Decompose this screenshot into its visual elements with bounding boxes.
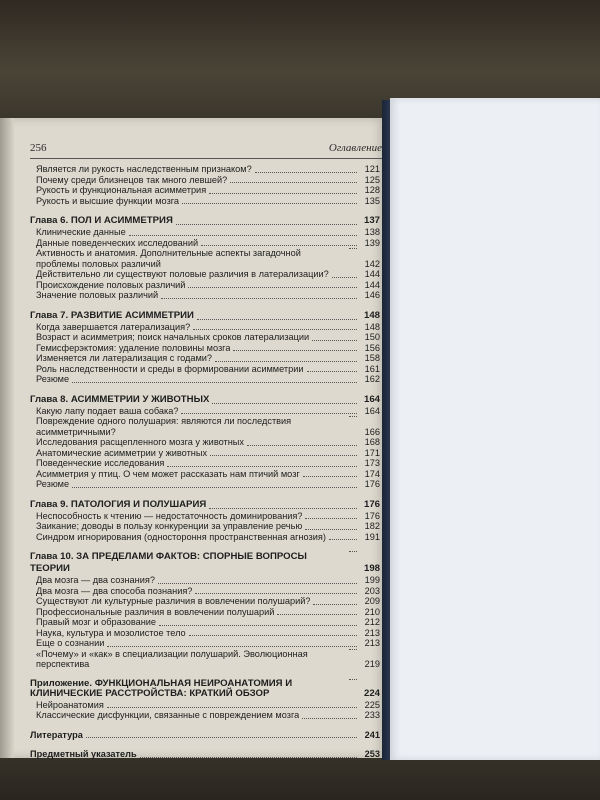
toc-page-number: 191 — [364, 531, 380, 542]
toc-entry — [30, 353, 380, 364]
toc-entry-title: Рукость и функциональная асимметрия — [36, 185, 207, 195]
toc-entry-title: Действительно ли существуют половые различия в латерализации? — [36, 269, 329, 279]
page-header — [30, 142, 382, 158]
toc-entry-title: Глава 8. АСИММЕТРИИ У ЖИВОТНЫХ — [30, 393, 210, 405]
toc-entry-title: Поведенческие исследования — [36, 458, 165, 468]
toc-page-number: 142 — [364, 258, 380, 269]
toc-page-number: 199 — [364, 575, 380, 585]
toc-entry-title: Повреждение одного полушария: являются ли последствия асимметричными? — [36, 416, 292, 437]
toc-entry-title: Резюме — [36, 479, 70, 489]
toc-page-number: 212 — [364, 617, 380, 627]
dot-leader — [305, 518, 357, 519]
toc-entry — [30, 437, 380, 448]
dot-leader — [233, 350, 357, 351]
toc-entry — [30, 575, 380, 586]
toc-chapter — [30, 394, 380, 406]
toc-page-number: 139 — [364, 237, 380, 248]
toc-entry-top — [30, 730, 380, 741]
toc-entry-title: Асимметрия у птиц. О чем может рассказать нам птичий мозг — [36, 468, 300, 479]
dot-leader — [72, 487, 357, 488]
toc-entry — [30, 238, 380, 249]
toc-entry-title: Глава 6. ПОЛ И АСИММЕТРИЯ — [30, 215, 173, 226]
toc-entry-title: Когда завершается латерализация? — [36, 321, 191, 332]
toc-entry-title: Приложение. ФУНКЦИОНАЛЬНАЯ НЕЙРОАНАТОМИЯ И КЛИНИЧЕСКИЕ РАССТРОЙСТВА: КРАТКИЙ ОБЗОР — [30, 678, 293, 699]
toc-appendix — [30, 679, 380, 700]
toc-entry — [30, 638, 380, 649]
toc-entry-title: Значение половых различий — [36, 290, 159, 300]
toc-entry — [30, 280, 380, 291]
toc-entry-title: Роль наследственности и среды в формировании асимметрии — [36, 363, 304, 374]
toc-entry-title: Анатомические асимметрии у животных — [36, 447, 208, 458]
toc-page-number: 174 — [364, 468, 380, 479]
toc-entry-title: Два мозга — два способа познания? — [36, 585, 193, 596]
dot-leader — [167, 466, 357, 467]
toc-page-number: 125 — [364, 174, 380, 185]
toc-entry-top — [30, 749, 380, 760]
toc-entry-title: Резюме — [36, 374, 70, 384]
toc-entry-title: Неспособность к чтению — недостаточность доминирования? — [36, 510, 303, 521]
toc-entry-title: Нейроанатомия — [36, 699, 104, 710]
toc-page-number: 148 — [364, 321, 380, 332]
toc-entry-title: «Почему» и «как» в специализации полушарий. Эволюционная перспектива — [36, 648, 308, 669]
dot-leader — [182, 203, 357, 204]
toc-entry-title: Еще о сознании — [36, 638, 105, 648]
toc-page-number: 241 — [364, 729, 380, 740]
toc-page-number: 162 — [364, 374, 380, 384]
dot-leader — [312, 340, 357, 341]
toc-page-number: 156 — [364, 342, 380, 353]
dot-leader — [129, 235, 357, 236]
toc-entry — [30, 416, 380, 437]
toc-page-number: 138 — [364, 227, 380, 237]
header-rule — [30, 158, 382, 159]
toc-entry — [30, 469, 380, 480]
toc-page-number: 150 — [364, 332, 380, 342]
table-of-contents — [30, 164, 380, 760]
dot-leader — [161, 298, 357, 299]
toc-entry-title: Какую лапу подает ваша собака? — [36, 405, 179, 416]
toc-entry — [30, 227, 380, 238]
toc-entry-title: Клинические данные — [36, 227, 126, 237]
toc-page-number: 213 — [364, 627, 380, 638]
toc-entry — [30, 322, 380, 333]
toc-page-number: 135 — [364, 195, 380, 206]
toc-page-number: 176 — [363, 498, 380, 510]
toc-page-number: 253 — [364, 749, 380, 759]
dot-leader — [189, 635, 357, 636]
dot-leader — [107, 646, 357, 647]
toc-entry — [30, 185, 380, 196]
toc-page-number: 219 — [364, 659, 380, 669]
toc-entry — [30, 649, 380, 670]
dot-leader — [303, 476, 357, 477]
toc-entry — [30, 448, 380, 459]
toc-entry — [30, 290, 380, 301]
dot-leader — [188, 287, 357, 288]
toc-chapter — [30, 310, 380, 322]
dot-leader — [313, 604, 357, 605]
toc-entry — [30, 269, 380, 280]
toc-entry-title: Является ли рукость наследственным признаком? — [36, 164, 252, 174]
toc-entry — [30, 364, 380, 375]
dot-leader — [302, 718, 357, 719]
dot-leader — [305, 529, 357, 530]
dot-leader — [86, 737, 357, 738]
dot-leader — [247, 445, 357, 446]
toc-entry-title: Изменяется ли латерализация с годами? — [36, 353, 213, 363]
dot-leader — [209, 193, 357, 194]
dot-leader — [158, 583, 357, 584]
toc-entry — [30, 332, 380, 343]
dot-leader — [307, 371, 358, 372]
toc-entry — [30, 596, 380, 607]
dot-leader — [201, 245, 357, 246]
dot-leader — [209, 508, 357, 509]
toc-entry-title: Существуют ли культурные различия в вовлечении полушарий? — [36, 596, 311, 606]
toc-page-number: 144 — [364, 279, 380, 290]
toc-page-number: 171 — [364, 447, 380, 458]
toc-entry-title: Рукость и высшие функции мозга — [36, 195, 180, 206]
toc-page-number: 233 — [364, 710, 380, 720]
toc-entry-title: Предметный указатель — [30, 749, 137, 759]
dot-leader — [212, 403, 357, 404]
toc-entry — [30, 607, 380, 618]
toc-entry-title: Глава 10. ЗА ПРЕДЕЛАМИ ФАКТОВ: СПОРНЫЕ ВОПРОСЫ ТЕОРИИ — [30, 551, 307, 574]
page-title: Оглавление — [328, 142, 382, 154]
dot-leader — [140, 757, 357, 758]
toc-page-number: 164 — [363, 393, 380, 405]
toc-entry — [30, 586, 380, 597]
toc-page-number: 224 — [363, 688, 380, 699]
dot-leader — [159, 625, 357, 626]
dot-leader — [197, 319, 357, 320]
toc-page-number: 166 — [364, 426, 380, 437]
toc-entry — [30, 479, 380, 490]
toc-entry — [30, 521, 380, 532]
dot-leader — [329, 539, 357, 540]
toc-entry-title: Правый мозг и образование — [36, 617, 157, 627]
toc-entry — [30, 343, 380, 354]
toc-entry-title: Глава 9. ПАТОЛОГИЯ И ПОЛУШАРИЯ — [30, 498, 207, 510]
toc-chapter — [30, 551, 380, 575]
dot-leader — [195, 593, 357, 594]
toc-entry-title: Исследования расщепленного мозга у животных — [36, 437, 244, 447]
toc-entry — [30, 458, 380, 469]
toc-entry — [30, 700, 380, 711]
toc-entry-title: Наука, культура и мозолистое тело — [36, 627, 186, 638]
toc-entry — [30, 532, 380, 543]
toc-entry-title: Почему среди близнецов так много левшей? — [36, 174, 228, 185]
toc-entry — [30, 374, 380, 385]
dot-leader — [349, 248, 357, 249]
toc-page-number: 128 — [364, 185, 380, 195]
toc-entry-title: Синдром игнорирования (одностороння пространственная агнозия) — [36, 531, 326, 542]
toc-page-number: 182 — [364, 521, 380, 531]
toc-entry — [30, 710, 380, 721]
toc-entry-title: Два мозга — два сознания? — [36, 575, 155, 585]
toc-page-number: 176 — [364, 479, 380, 489]
toc-entry-title: Активность и анатомия. Дополнительные аспекты загадочной проблемы половых различий — [36, 248, 301, 269]
toc-entry-title: Данные поведенческих исследований — [36, 237, 199, 248]
toc-entry-title: Происхождение половых различий — [36, 279, 186, 290]
toc-entry — [30, 175, 380, 186]
dot-leader — [107, 707, 357, 708]
toc-entry — [30, 248, 380, 269]
dot-leader — [255, 172, 357, 173]
toc-page-number: 173 — [364, 458, 380, 468]
toc-page-number: 137 — [363, 215, 380, 226]
toc-entry — [30, 406, 380, 417]
dot-leader — [181, 413, 357, 414]
toc-entry — [30, 628, 380, 639]
dot-leader — [349, 416, 357, 417]
toc-chapter — [30, 499, 380, 511]
toc-entry — [30, 617, 380, 628]
dot-leader — [277, 614, 357, 615]
dot-leader — [349, 551, 357, 552]
toc-entry-title: Глава 7. РАЗВИТИЕ АСИММЕТРИИ — [30, 309, 194, 321]
toc-entry-title: Литература — [30, 729, 83, 740]
toc-entry-title: Классические дисфункции, связанные с повреждением мозга — [36, 710, 300, 720]
toc-page-number: 161 — [364, 363, 380, 374]
toc-page-number: 176 — [364, 510, 380, 521]
dot-leader — [332, 277, 357, 278]
toc-entry-title: Профессиональные различия в вовлечении полушарий — [36, 606, 275, 617]
toc-page-number: 210 — [364, 606, 380, 617]
toc-page-number: 213 — [364, 638, 380, 648]
dot-leader — [215, 361, 357, 362]
toc-entry-title: Гемисферэктомия: удаление половины мозга — [36, 342, 231, 353]
dot-leader — [210, 455, 357, 456]
page-number: 256 — [30, 142, 47, 154]
toc-page-number: 148 — [363, 309, 380, 321]
toc-chapter — [30, 215, 380, 227]
toc-page-number: 121 — [364, 164, 380, 174]
toc-entry-title: Возраст и асимметрия; поиск начальных сроков латерализации — [36, 332, 310, 342]
toc-entry-title: Заикание; доводы в пользу конкуренции за управление речью — [36, 521, 303, 531]
dot-leader — [230, 182, 357, 183]
toc-page-number: 164 — [364, 405, 380, 416]
dot-leader — [349, 679, 357, 680]
toc-page-number: 146 — [364, 290, 380, 300]
toc-entry — [30, 196, 380, 207]
dot-leader — [349, 649, 357, 650]
book-cover-inside — [390, 98, 600, 760]
toc-page-number: 225 — [364, 699, 380, 710]
toc-page-number: 168 — [364, 437, 380, 447]
toc-page-number: 198 — [363, 563, 380, 574]
toc-page-number: 158 — [364, 353, 380, 363]
toc-page-number: 203 — [364, 585, 380, 596]
toc-entry — [30, 164, 380, 175]
toc-entry — [30, 511, 380, 522]
toc-page-number: 209 — [364, 596, 380, 606]
dot-leader — [72, 382, 357, 383]
dot-leader — [176, 224, 357, 225]
toc-page-number: 144 — [364, 269, 380, 279]
dot-leader — [193, 329, 357, 330]
